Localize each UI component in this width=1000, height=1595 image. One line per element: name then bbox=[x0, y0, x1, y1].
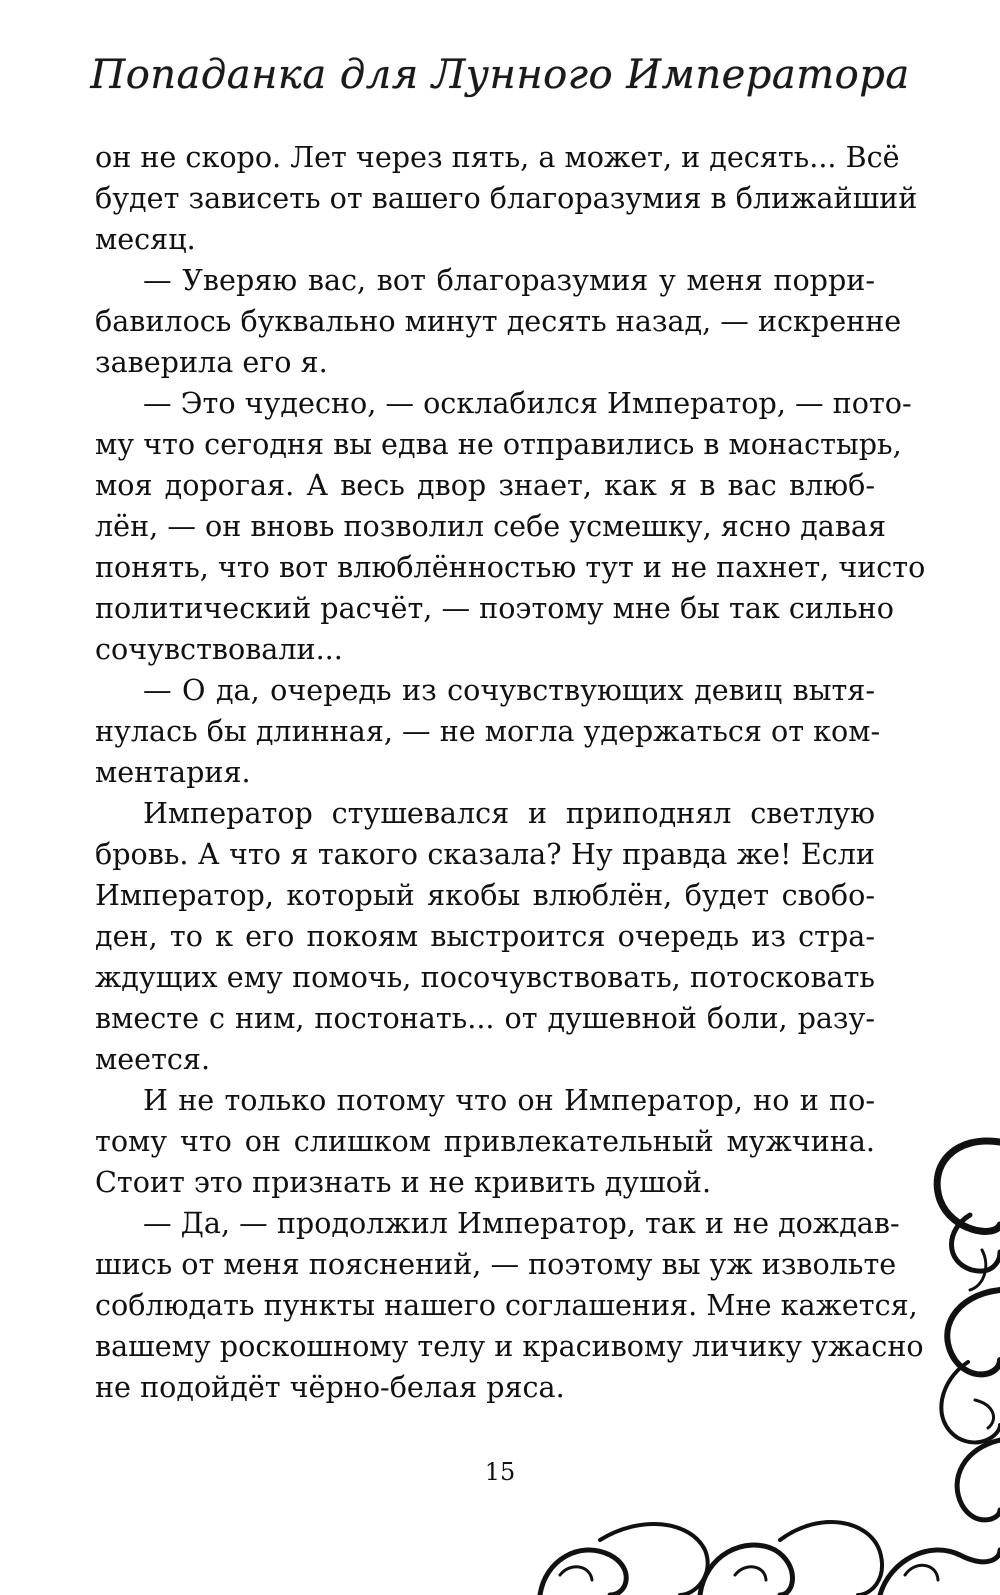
text-line: месяц. bbox=[95, 222, 196, 256]
text-line: шись от меня пояснений, — поэтому вы уж извольте bbox=[95, 1247, 897, 1281]
text-line: заверила его я. bbox=[95, 345, 328, 379]
text-line: — Уверяю вас, вот благоразумия у меня поpри- bbox=[143, 263, 875, 297]
book-title: Попаданка для Лунного Императора bbox=[90, 52, 910, 98]
text-line: будет зависеть от вашего благоразумия в ближайший bbox=[95, 181, 918, 215]
text-line: не подойдёт чёрно-белая ряса. bbox=[95, 1370, 565, 1404]
text-line: И не только потому что он Император, но и по- bbox=[143, 1083, 875, 1117]
text-line: Стоит это признать и не кривить душой. bbox=[95, 1165, 712, 1199]
text-line: политический расчёт, — поэтому мне бы так сильно bbox=[95, 591, 894, 625]
text-line: вашему роскошному телу и красивому личику ужасно bbox=[95, 1329, 924, 1363]
text-line: — Да, — продолжил Император, так и не дождав- bbox=[143, 1206, 900, 1240]
body-text bbox=[95, 137, 926, 1408]
paragraph bbox=[95, 137, 918, 260]
text-line: — Это чудесно, — осклабился Император, — пото- bbox=[143, 386, 912, 420]
running-header bbox=[0, 52, 1000, 98]
paragraph bbox=[95, 1080, 875, 1203]
text-line: Император, который якобы влюблён, будет свобо- bbox=[95, 878, 875, 912]
swirl-bottom bbox=[540, 1522, 1000, 1595]
text-line: лён, — он вновь позволил себе усмешку, ясно давая bbox=[95, 509, 887, 543]
text-line: му что сегодня вы едва не отправились в монастырь, bbox=[95, 427, 902, 461]
text-line: нулась бы длинная, — не могла удержаться от ком- bbox=[95, 714, 881, 748]
paragraph bbox=[95, 670, 881, 793]
paragraph bbox=[95, 1203, 924, 1408]
text-line: понять, что вот влюблённостью тут и не пахнет, чисто bbox=[95, 550, 926, 584]
paragraph bbox=[95, 383, 926, 670]
text-line: бровь. А что я такого сказала? Ну правда же! Если bbox=[95, 837, 875, 871]
text-line: ждущих ему помочь, посочувствовать, потосковать bbox=[95, 960, 875, 994]
text-line: Император стушевался и приподнял светлую bbox=[143, 796, 875, 830]
text-line: меется. bbox=[95, 1042, 211, 1076]
text-line: сочувствовали... bbox=[95, 632, 343, 666]
text-line: бавилось буквально минут десять назад, — искренне bbox=[95, 304, 902, 338]
text-line: вместе с ним, постонать... от душевной боли, разу- bbox=[95, 1001, 875, 1035]
text-line: — О да, очередь из сочувствующих девиц вытя- bbox=[143, 673, 875, 707]
text-line: моя дорогая. А весь двор знает, как я в вас влюб- bbox=[95, 468, 875, 502]
text-line: ментария. bbox=[95, 755, 251, 789]
paragraph bbox=[95, 260, 902, 383]
text-line: соблюдать пункты нашего соглашения. Мне кажется, bbox=[95, 1288, 918, 1322]
text-line: он не скоро. Лет через пять, а может, и десять... Всё bbox=[95, 140, 900, 174]
page-number: 15 bbox=[484, 1458, 516, 1486]
text-line: ден, то к его покоям выстроится очередь из стра- bbox=[95, 919, 875, 953]
text-line: тому что он слишком привлекательный мужчина. bbox=[95, 1124, 875, 1158]
paragraph bbox=[95, 793, 875, 1080]
